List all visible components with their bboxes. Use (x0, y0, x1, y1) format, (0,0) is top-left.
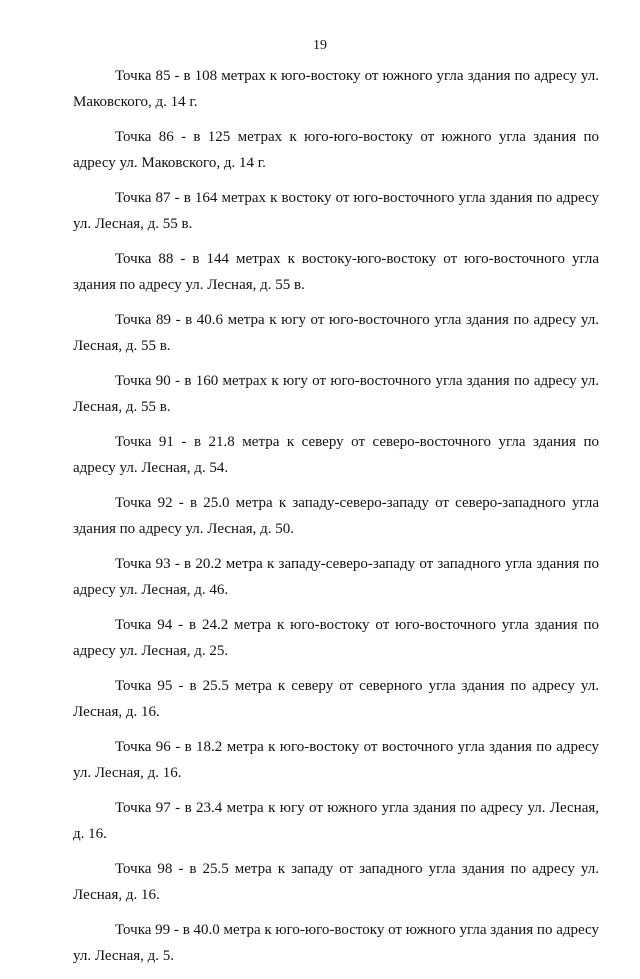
paragraph-point-91: Точка 91 - в 21.8 метра к северу от северо-восточного угла здания по адресу ул. Лесная, д. 54. (73, 434, 599, 476)
paragraph-point-98: Точка 98 - в 25.5 метра к западу от западного угла здания по адресу ул. Лесная, д. 16. (73, 861, 599, 903)
paragraph-point-92: Точка 92 - в 25.0 метра к западу-северо-западу от северо-западного угла здания по адресу ул. Лесная, д. 50. (73, 495, 599, 537)
paragraph-point-90: Точка 90 - в 160 метрах к югу от юго-восточного угла здания по адресу ул. Лесная, д. 55 в. (73, 373, 599, 415)
paragraph-point-87: Точка 87 - в 164 метрах к востоку от юго-восточного угла здания по адресу ул. Лесная, д. 55 в. (73, 190, 599, 232)
paragraph-point-85: Точка 85 - в 108 метрах к юго-востоку от южного угла здания по адресу ул. Маковского, д. 14 г. (73, 68, 599, 110)
document-body (73, 64, 599, 979)
paragraph-point-86: Точка 86 - в 125 метрах к юго-юго-востоку от южного угла здания по адресу ул. Маковского, д. 14 г. (73, 129, 599, 171)
paragraph-point-94: Точка 94 - в 24.2 метра к юго-востоку от юго-восточного угла здания по адресу ул. Лесная, д. 25. (73, 617, 599, 659)
paragraph-point-93: Точка 93 - в 20.2 метра к западу-северо-западу от западного угла здания по адресу ул. Лесная, д. 46. (73, 556, 599, 598)
paragraph-point-95: Точка 95 - в 25.5 метра к северу от северного угла здания по адресу ул. Лесная, д. 16. (73, 678, 599, 720)
page-number: 19 (313, 38, 327, 53)
paragraph-point-99: Точка 99 - в 40.0 метра к юго-юго-востоку от южного угла здания по адресу ул. Лесная, д. 5. (73, 922, 599, 964)
paragraph-point-97: Точка 97 - в 23.4 метра к югу от южного угла здания по адресу ул. Лесная, д. 16. (73, 800, 599, 842)
paragraph-point-96: Точка 96 - в 18.2 метра к юго-востоку от восточного угла здания по адресу ул. Лесная, д. 16. (73, 739, 599, 781)
paragraph-point-89: Точка 89 - в 40.6 метра к югу от юго-восточного угла здания по адресу ул. Лесная, д. 55 в. (73, 312, 599, 354)
paragraph-point-88: Точка 88 - в 144 метрах к востоку-юго-востоку от юго-восточного угла здания по адресу ул. Лесная, д. 55 в. (73, 251, 599, 293)
